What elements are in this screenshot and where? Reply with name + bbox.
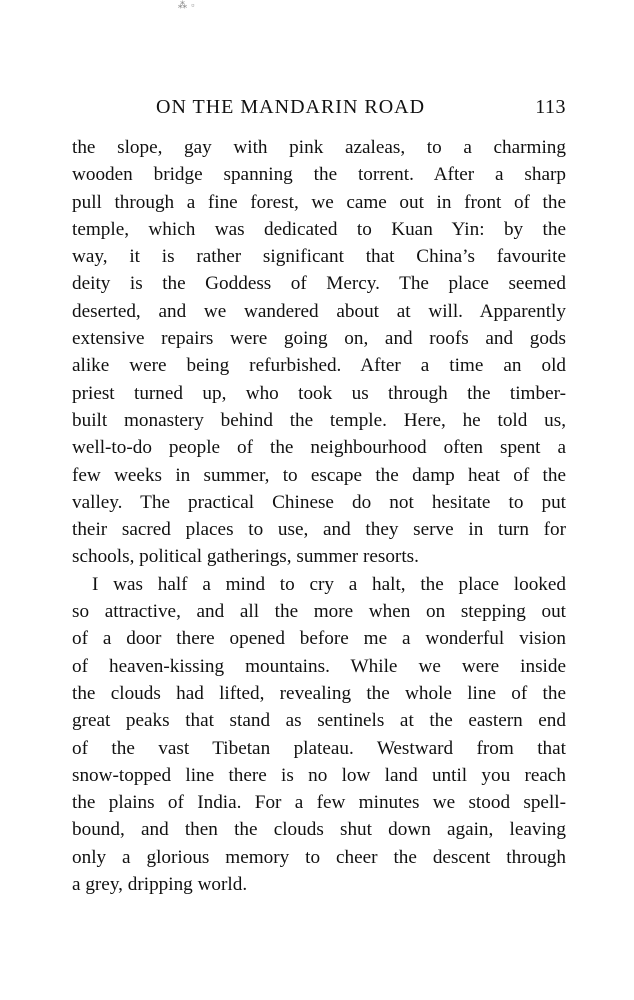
text-line: built monastery behind the temple. Here, he told us, (72, 409, 566, 431)
printer-mark: ⁂ ▫ (178, 0, 196, 10)
running-head-title: ON THE MANDARIN ROAD (156, 96, 426, 118)
body-text (72, 134, 566, 898)
text-line: of the vast Tibetan plateau. Westward from that (72, 737, 566, 759)
text-line: priest turned up, who took us through the timber- (72, 382, 566, 404)
text-line: valley. The practical Chinese do not hesitate to put (72, 491, 566, 513)
text-line: their sacred places to use, and they serve in turn for (72, 519, 566, 541)
running-header (72, 96, 566, 124)
text-line: the slope, gay with pink azaleas, to a charming (72, 137, 566, 158)
page-number: 113 (535, 96, 566, 118)
text-line: great peaks that stand as sentinels at the eastern end (72, 710, 566, 732)
text-line: extensive repairs were going on, and roofs and gods (72, 328, 566, 350)
text-line: deserted, and we wandered about at will. Apparently (72, 300, 566, 322)
text-line: so attractive, and all the more when on stepping out (72, 601, 566, 623)
text-line: deity is the Goddess of Mercy. The place seemed (72, 273, 566, 295)
text-line: of heaven-kissing mountains. While we were inside (72, 655, 566, 677)
text-line: of a door there opened before me a wonderful vision (72, 628, 566, 650)
text-line: the clouds had lifted, revealing the whole line of the (72, 682, 566, 704)
text-line: only a glorious memory to cheer the descent through (72, 846, 566, 868)
text-line: temple, which was dedicated to Kuan Yin: by the (72, 218, 566, 240)
text-line: well-to-do people of the neighbourhood often spent a (72, 437, 566, 459)
text-line: wooden bridge spanning the torrent. After a sharp (72, 164, 566, 186)
text-line: a grey, dripping world. (72, 874, 248, 896)
paragraph (72, 134, 566, 571)
text-line: schools, political gatherings, summer resorts. (72, 546, 419, 568)
text-line: few weeks in summer, to escape the damp heat of the (72, 464, 566, 486)
text-line: I was half a mind to cry a halt, the place looked (92, 573, 566, 595)
text-line: snow-topped line there is no low land until you reach (72, 764, 566, 786)
text-line: the plains of India. For a few minutes we stood spell- (72, 792, 566, 814)
paragraph (72, 571, 566, 899)
text-line: alike were being refurbished. After a time an old (72, 355, 566, 377)
text-line: bound, and then the clouds shut down again, leaving (72, 819, 566, 841)
text-line: pull through a fine forest, we came out in front of the (72, 191, 566, 213)
text-line: way, it is rather significant that China’s favourite (72, 246, 566, 268)
